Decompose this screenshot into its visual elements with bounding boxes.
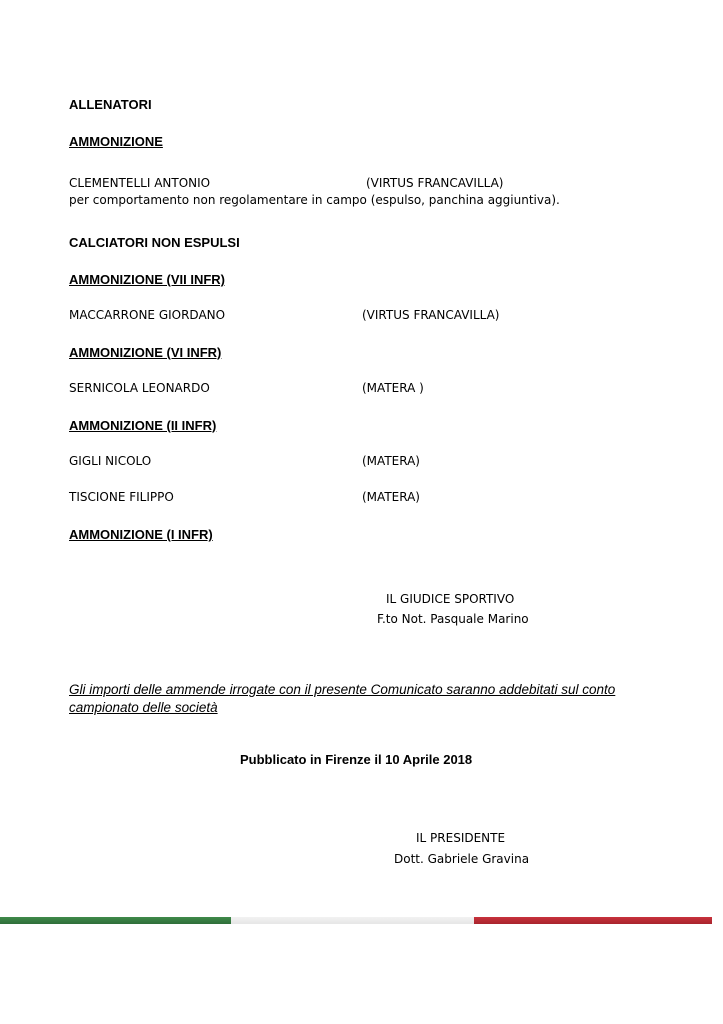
tricolor-footer-band (0, 917, 712, 924)
footer-band-white (231, 917, 474, 924)
section-title: AMMONIZIONE (II INFR) (69, 418, 217, 433)
footer-band-green (0, 917, 231, 924)
giudice-signature: F.to Not. Pasquale Marino (377, 612, 529, 626)
allenatore-name: CLEMENTELLI ANTONIO (69, 176, 211, 190)
calciatori-heading: CALCIATORI NON ESPULSI (69, 235, 240, 250)
allenatori-heading: ALLENATORI (69, 97, 152, 112)
footer-band-red (474, 917, 712, 924)
ammende-notice: Gli importi delle ammende irrogate con il presente Comunicato saranno addebitati sul conto campionato delle società (69, 682, 616, 715)
section-title: AMMONIZIONE (VI INFR) (69, 345, 222, 360)
allenatori-ammonizione-heading: AMMONIZIONE (69, 134, 163, 149)
player-name: GIGLI NICOLO (69, 454, 152, 468)
presidente-name: Dott. Gabriele Gravina (394, 852, 530, 866)
presidente-title: IL PRESIDENTE (416, 831, 506, 845)
player-name: MACCARRONE GIORDANO (69, 308, 226, 322)
player-team: (MATERA) (362, 454, 420, 468)
allenatore-reason: per comportamento non regolamentare in campo (espulso, panchina aggiuntiva). (69, 193, 560, 207)
giudice-title: IL GIUDICE SPORTIVO (386, 592, 515, 606)
allenatore-team: (VIRTUS FRANCAVILLA) (366, 176, 504, 190)
section-title: AMMONIZIONE (I INFR) (69, 527, 213, 542)
player-name: SERNICOLA LEONARDO (69, 381, 210, 395)
player-name: TISCIONE FILIPPO (69, 490, 174, 504)
player-team: (MATERA) (362, 490, 420, 504)
published-line: Pubblicato in Firenze il 10 Aprile 2018 (240, 752, 473, 767)
player-team: (VIRTUS FRANCAVILLA) (362, 308, 500, 322)
player-team: (MATERA ) (362, 381, 424, 395)
section-title: AMMONIZIONE (VII INFR) (69, 272, 225, 287)
